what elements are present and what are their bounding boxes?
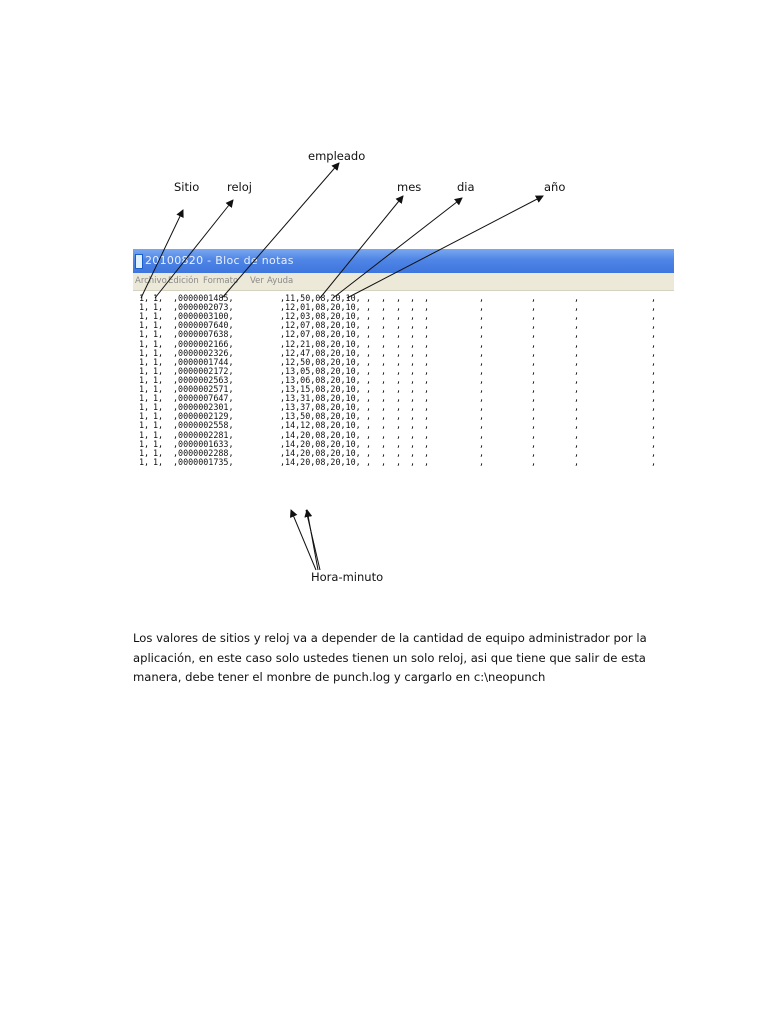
log-field-empty: , (366, 393, 372, 404)
log-field-empty: , (381, 420, 387, 431)
log-field-empty: , (410, 402, 416, 413)
arrow-hora-1 (291, 510, 316, 570)
log-field-empleado: ,0000007640, (173, 320, 234, 331)
log-field-empty: , (396, 329, 402, 340)
log-field-empleado: ,0000002166, (173, 338, 234, 349)
log-field-empty: , (366, 384, 372, 394)
log-field-empty: , (651, 456, 657, 467)
log-field-sitio: 1, (139, 447, 150, 458)
log-field-empty: , (396, 438, 402, 449)
log-field-empty: , (574, 356, 580, 367)
log-field-empty: , (479, 438, 485, 449)
log-field-empty: , (651, 374, 657, 385)
log-field-empty: , (366, 356, 372, 367)
log-field-empty: , (381, 338, 387, 349)
log-field-empty: , (424, 374, 430, 385)
log-field-sitio: 1, (139, 311, 150, 322)
menu-edicion[interactable]: Edición (168, 276, 199, 286)
log-field-sitio: 1, (139, 384, 150, 394)
log-field-empty: , (479, 338, 485, 349)
log-field-empty: , (531, 365, 537, 376)
log-field-reloj: 1, (153, 338, 164, 349)
log-field-empty: , (381, 429, 387, 440)
log-field-reloj: 1, (153, 365, 164, 376)
log-field-empty: , (424, 447, 430, 458)
log-field-reloj: 1, (153, 411, 164, 422)
log-field-empty: , (651, 347, 657, 358)
log-field-reloj: 1, (153, 420, 164, 431)
log-field-reloj: 1, (153, 393, 164, 404)
log-field-fecha: ,13,37,08,20,10, (280, 402, 361, 413)
log-field-empty: , (410, 347, 416, 358)
log-field-empty: , (410, 329, 416, 340)
menu-formato[interactable]: Formato (203, 276, 239, 286)
log-field-empty: , (479, 393, 485, 404)
log-field-empleado: ,0000001735, (173, 456, 234, 467)
log-field-empty: , (381, 384, 387, 394)
log-field-empty: , (531, 420, 537, 431)
log-field-empty: , (574, 438, 580, 449)
log-field-empty: , (410, 384, 416, 394)
log-field-empty: , (651, 384, 657, 394)
log-field-empty: , (479, 374, 485, 385)
log-field-empty: , (531, 429, 537, 440)
log-field-empty: , (574, 329, 580, 340)
log-field-empty: , (366, 420, 372, 431)
log-field-empty: , (366, 329, 372, 340)
log-field-sitio: 1, (139, 429, 150, 440)
log-field-fecha: ,12,07,08,20,10, (280, 329, 361, 340)
log-field-empty: , (381, 302, 387, 313)
log-field-empty: , (574, 365, 580, 376)
log-field-empty: , (381, 365, 387, 376)
log-field-empty: , (366, 411, 372, 422)
log-field-empty: , (479, 456, 485, 467)
log-field-empty: , (410, 411, 416, 422)
notepad-icon (135, 254, 143, 269)
log-field-empty: , (410, 311, 416, 322)
log-field-empty: , (574, 393, 580, 404)
log-field-empleado: ,0000002129, (173, 411, 234, 422)
log-field-empty: , (410, 320, 416, 331)
log-field-empty: , (396, 456, 402, 467)
log-field-sitio: 1, (139, 302, 150, 313)
log-field-fecha: ,12,03,08,20,10, (280, 311, 361, 322)
log-field-empty: , (531, 347, 537, 358)
log-field-reloj: 1, (153, 384, 164, 394)
log-field-reloj: 1, (153, 456, 164, 467)
log-field-empleado: ,0000002281, (173, 429, 234, 440)
log-field-empty: , (479, 402, 485, 413)
log-field-empleado: ,0000002288, (173, 447, 234, 458)
log-field-empty: , (574, 338, 580, 349)
log-field-empty: , (396, 411, 402, 422)
log-field-empty: , (366, 293, 372, 303)
log-field-empty: , (531, 311, 537, 322)
log-field-reloj: 1, (153, 438, 164, 449)
log-field-sitio: 1, (139, 338, 150, 349)
log-field-empty: , (396, 374, 402, 385)
log-field-empty: , (574, 302, 580, 313)
log-field-empty: , (424, 456, 430, 467)
log-field-empty: , (396, 420, 402, 431)
label-dia: dia (457, 180, 475, 194)
log-field-empty: , (479, 320, 485, 331)
menu-ver[interactable]: Ver (250, 276, 264, 286)
log-field-sitio: 1, (139, 402, 150, 413)
log-field-empty: , (424, 329, 430, 340)
log-field-empty: , (366, 365, 372, 376)
log-field-empty: , (531, 438, 537, 449)
log-field-empty: , (651, 302, 657, 313)
log-field-empleado: ,0000001744, (173, 356, 234, 367)
log-field-fecha: ,14,20,08,20,10, (280, 456, 361, 467)
log-field-fecha: ,14,20,08,20,10, (280, 438, 361, 449)
menu-ayuda[interactable]: Ayuda (267, 276, 294, 286)
log-field-empleado: ,0000003100, (173, 311, 234, 322)
log-field-empty: , (424, 347, 430, 358)
label-reloj: reloj (227, 180, 252, 194)
log-field-empty: , (651, 411, 657, 422)
log-field-empty: , (574, 447, 580, 458)
log-field-empty: , (410, 293, 416, 303)
log-field-empty: , (396, 293, 402, 303)
log-field-reloj: 1, (153, 347, 164, 358)
log-field-empty: , (531, 384, 537, 394)
log-field-empty: , (381, 402, 387, 413)
log-field-fecha: ,13,50,08,20,10, (280, 411, 361, 422)
log-field-empleado: ,0000002301, (173, 402, 234, 413)
log-field-reloj: 1, (153, 329, 164, 340)
log-field-reloj: 1, (153, 402, 164, 413)
log-field-empty: , (479, 447, 485, 458)
log-text-area[interactable] (133, 291, 674, 511)
log-field-empty: , (424, 365, 430, 376)
log-field-empty: , (531, 338, 537, 349)
log-field-empty: , (396, 429, 402, 440)
log-field-sitio: 1, (139, 320, 150, 331)
log-field-empty: , (366, 402, 372, 413)
log-field-empty: , (574, 374, 580, 385)
log-field-empty: , (410, 365, 416, 376)
log-field-empty: , (410, 393, 416, 404)
log-field-empty: , (381, 356, 387, 367)
log-field-sitio: 1, (139, 393, 150, 404)
log-field-empty: , (410, 420, 416, 431)
log-field-empty: , (424, 302, 430, 313)
log-field-sitio: 1, (139, 365, 150, 376)
log-field-empty: , (424, 438, 430, 449)
log-field-empty: , (574, 411, 580, 422)
log-field-empty: , (479, 356, 485, 367)
log-field-empty: , (381, 411, 387, 422)
log-field-empleado: ,0000001485, (173, 293, 234, 303)
log-field-empty: , (479, 347, 485, 358)
log-field-empty: , (366, 338, 372, 349)
log-field-empty: , (396, 338, 402, 349)
log-field-reloj: 1, (153, 356, 164, 367)
log-field-empty: , (651, 438, 657, 449)
log-field-empty: , (531, 356, 537, 367)
label-empleado: empleado (308, 149, 366, 163)
log-field-empty: , (410, 456, 416, 467)
log-field-empty: , (396, 302, 402, 313)
log-field-empty: , (396, 402, 402, 413)
log-field-empleado: ,0000007647, (173, 393, 234, 404)
log-field-empty: , (574, 311, 580, 322)
arrow-hora-3 (306, 510, 320, 570)
log-field-fecha: ,12,01,08,20,10, (280, 302, 361, 313)
log-field-fecha: ,12,50,08,20,10, (280, 356, 361, 367)
log-field-empty: , (366, 320, 372, 331)
log-field-empty: , (651, 420, 657, 431)
log-field-empty: , (381, 438, 387, 449)
log-field-empty: , (479, 420, 485, 431)
log-field-fecha: ,14,20,08,20,10, (280, 429, 361, 440)
log-field-fecha: ,12,21,08,20,10, (280, 338, 361, 349)
log-field-empty: , (651, 311, 657, 322)
log-field-empty: , (381, 293, 387, 303)
log-field-reloj: 1, (153, 374, 164, 385)
log-field-empty: , (366, 311, 372, 322)
log-field-sitio: 1, (139, 420, 150, 431)
log-field-empty: , (381, 374, 387, 385)
log-field-reloj: 1, (153, 302, 164, 313)
log-field-empty: , (410, 356, 416, 367)
log-field-fecha: ,13,15,08,20,10, (280, 384, 361, 394)
log-field-empleado: ,0000002172, (173, 365, 234, 376)
log-field-empty: , (479, 329, 485, 340)
label-anio: año (544, 180, 566, 194)
log-field-empty: , (396, 311, 402, 322)
log-field-empty: , (531, 293, 537, 303)
log-field-reloj: 1, (153, 293, 164, 303)
log-field-empty: , (574, 420, 580, 431)
log-field-empty: , (366, 302, 372, 313)
log-field-empty: , (366, 438, 372, 449)
log-field-empty: , (381, 320, 387, 331)
log-field-empty: , (531, 456, 537, 467)
log-field-empty: , (424, 311, 430, 322)
log-field-empty: , (574, 347, 580, 358)
log-field-empty: , (531, 329, 537, 340)
log-field-sitio: 1, (139, 411, 150, 422)
description-line: aplicación, en este caso solo ustedes tienen un solo reloj, asi que tiene que salir de esta (133, 650, 646, 665)
log-row (133, 458, 674, 467)
log-field-sitio: 1, (139, 329, 150, 340)
log-field-reloj: 1, (153, 429, 164, 440)
log-field-empty: , (366, 447, 372, 458)
notepad-window (133, 249, 674, 511)
log-field-empty: , (424, 384, 430, 394)
log-field-empty: , (366, 347, 372, 358)
log-field-empty: , (424, 420, 430, 431)
log-field-empty: , (381, 447, 387, 458)
log-field-empty: , (366, 429, 372, 440)
log-field-reloj: 1, (153, 311, 164, 322)
log-field-empty: , (381, 329, 387, 340)
log-field-empty: , (396, 447, 402, 458)
log-field-empty: , (574, 384, 580, 394)
log-field-empty: , (574, 402, 580, 413)
label-mes: mes (397, 180, 422, 194)
label-sitio: Sitio (174, 180, 200, 194)
log-field-empty: , (424, 293, 430, 303)
log-field-empty: , (381, 347, 387, 358)
log-field-empty: , (651, 402, 657, 413)
log-field-empty: , (574, 320, 580, 331)
window-titlebar (133, 249, 674, 273)
log-field-sitio: 1, (139, 456, 150, 467)
log-field-empty: , (479, 429, 485, 440)
log-field-fecha: ,13,06,08,20,10, (280, 374, 361, 385)
log-field-fecha: ,13,31,08,20,10, (280, 393, 361, 404)
arrow-hora-2 (307, 510, 318, 570)
log-field-empleado: ,0000001633, (173, 438, 234, 449)
log-field-empleado: ,0000002558, (173, 420, 234, 431)
log-field-empty: , (424, 393, 430, 404)
description-text (133, 629, 647, 688)
label-hora-minuto: Hora-minuto (311, 570, 384, 584)
log-field-empty: , (651, 393, 657, 404)
description-line: manera, debe tener el monbre de punch.log y cargarlo en c:\neopunch (133, 670, 546, 684)
log-field-fecha: ,14,12,08,20,10, (280, 420, 361, 431)
log-field-empty: , (531, 393, 537, 404)
log-field-empty: , (479, 311, 485, 322)
log-field-empleado: ,0000002326, (173, 347, 234, 358)
log-field-empty: , (410, 429, 416, 440)
log-field-fecha: ,11,50,08,20,10, (280, 293, 361, 303)
log-field-empty: , (651, 293, 657, 303)
log-field-sitio: 1, (139, 293, 150, 303)
log-field-empty: , (479, 411, 485, 422)
log-field-empty: , (396, 365, 402, 376)
log-field-empty: , (574, 293, 580, 303)
log-field-empty: , (396, 384, 402, 394)
log-field-empty: , (651, 429, 657, 440)
log-field-fecha: ,12,07,08,20,10, (280, 320, 361, 331)
menu-archivo[interactable]: Archivo (135, 276, 167, 286)
log-field-fecha: ,14,20,08,20,10, (280, 447, 361, 458)
log-field-empty: , (424, 402, 430, 413)
log-field-empleado: ,0000002563, (173, 374, 234, 385)
description-line: Los valores de sitios y reloj va a depender de la cantidad de equipo administrador por la (133, 631, 647, 645)
log-field-empty: , (531, 374, 537, 385)
log-field-sitio: 1, (139, 374, 150, 385)
log-field-empty: , (531, 320, 537, 331)
log-field-empty: , (366, 456, 372, 467)
log-field-empty: , (410, 302, 416, 313)
log-field-empty: , (381, 311, 387, 322)
log-field-empty: , (381, 456, 387, 467)
log-field-empty: , (651, 447, 657, 458)
log-field-empty: , (396, 320, 402, 331)
log-field-empty: , (479, 293, 485, 303)
log-field-empty: , (381, 393, 387, 404)
log-field-empty: , (479, 302, 485, 313)
log-field-empty: , (651, 320, 657, 331)
log-field-empleado: ,0000002571, (173, 384, 234, 394)
log-field-empty: , (574, 429, 580, 440)
log-field-empleado: ,0000007638, (173, 329, 234, 340)
log-field-sitio: 1, (139, 438, 150, 449)
log-field-reloj: 1, (153, 320, 164, 331)
log-field-empty: , (651, 338, 657, 349)
log-field-fecha: ,13,05,08,20,10, (280, 365, 361, 376)
log-field-empty: , (479, 384, 485, 394)
log-field-sitio: 1, (139, 356, 150, 367)
log-field-empty: , (479, 365, 485, 376)
menu-bar (133, 273, 674, 291)
log-field-empleado: ,0000002073, (173, 302, 234, 313)
log-field-empty: , (410, 438, 416, 449)
log-field-empty: , (396, 347, 402, 358)
log-field-empty: , (396, 356, 402, 367)
log-field-empty: , (424, 320, 430, 331)
log-field-empty: , (424, 429, 430, 440)
log-field-empty: , (574, 456, 580, 467)
log-field-reloj: 1, (153, 447, 164, 458)
log-field-empty: , (396, 393, 402, 404)
log-field-empty: , (424, 411, 430, 422)
log-field-empty: , (410, 374, 416, 385)
log-field-empty: , (531, 447, 537, 458)
log-field-empty: , (531, 302, 537, 313)
log-field-empty: , (651, 365, 657, 376)
log-field-empty: , (424, 338, 430, 349)
log-field-empty: , (651, 356, 657, 367)
log-field-sitio: 1, (139, 347, 150, 358)
log-field-empty: , (531, 411, 537, 422)
log-field-empty: , (410, 338, 416, 349)
log-field-empty: , (531, 402, 537, 413)
log-field-empty: , (410, 447, 416, 458)
log-field-fecha: ,12,47,08,20,10, (280, 347, 361, 358)
window-title: 20100820 - Bloc de notas (145, 254, 294, 267)
log-field-empty: , (366, 374, 372, 385)
log-field-empty: , (651, 329, 657, 340)
log-field-empty: , (424, 356, 430, 367)
